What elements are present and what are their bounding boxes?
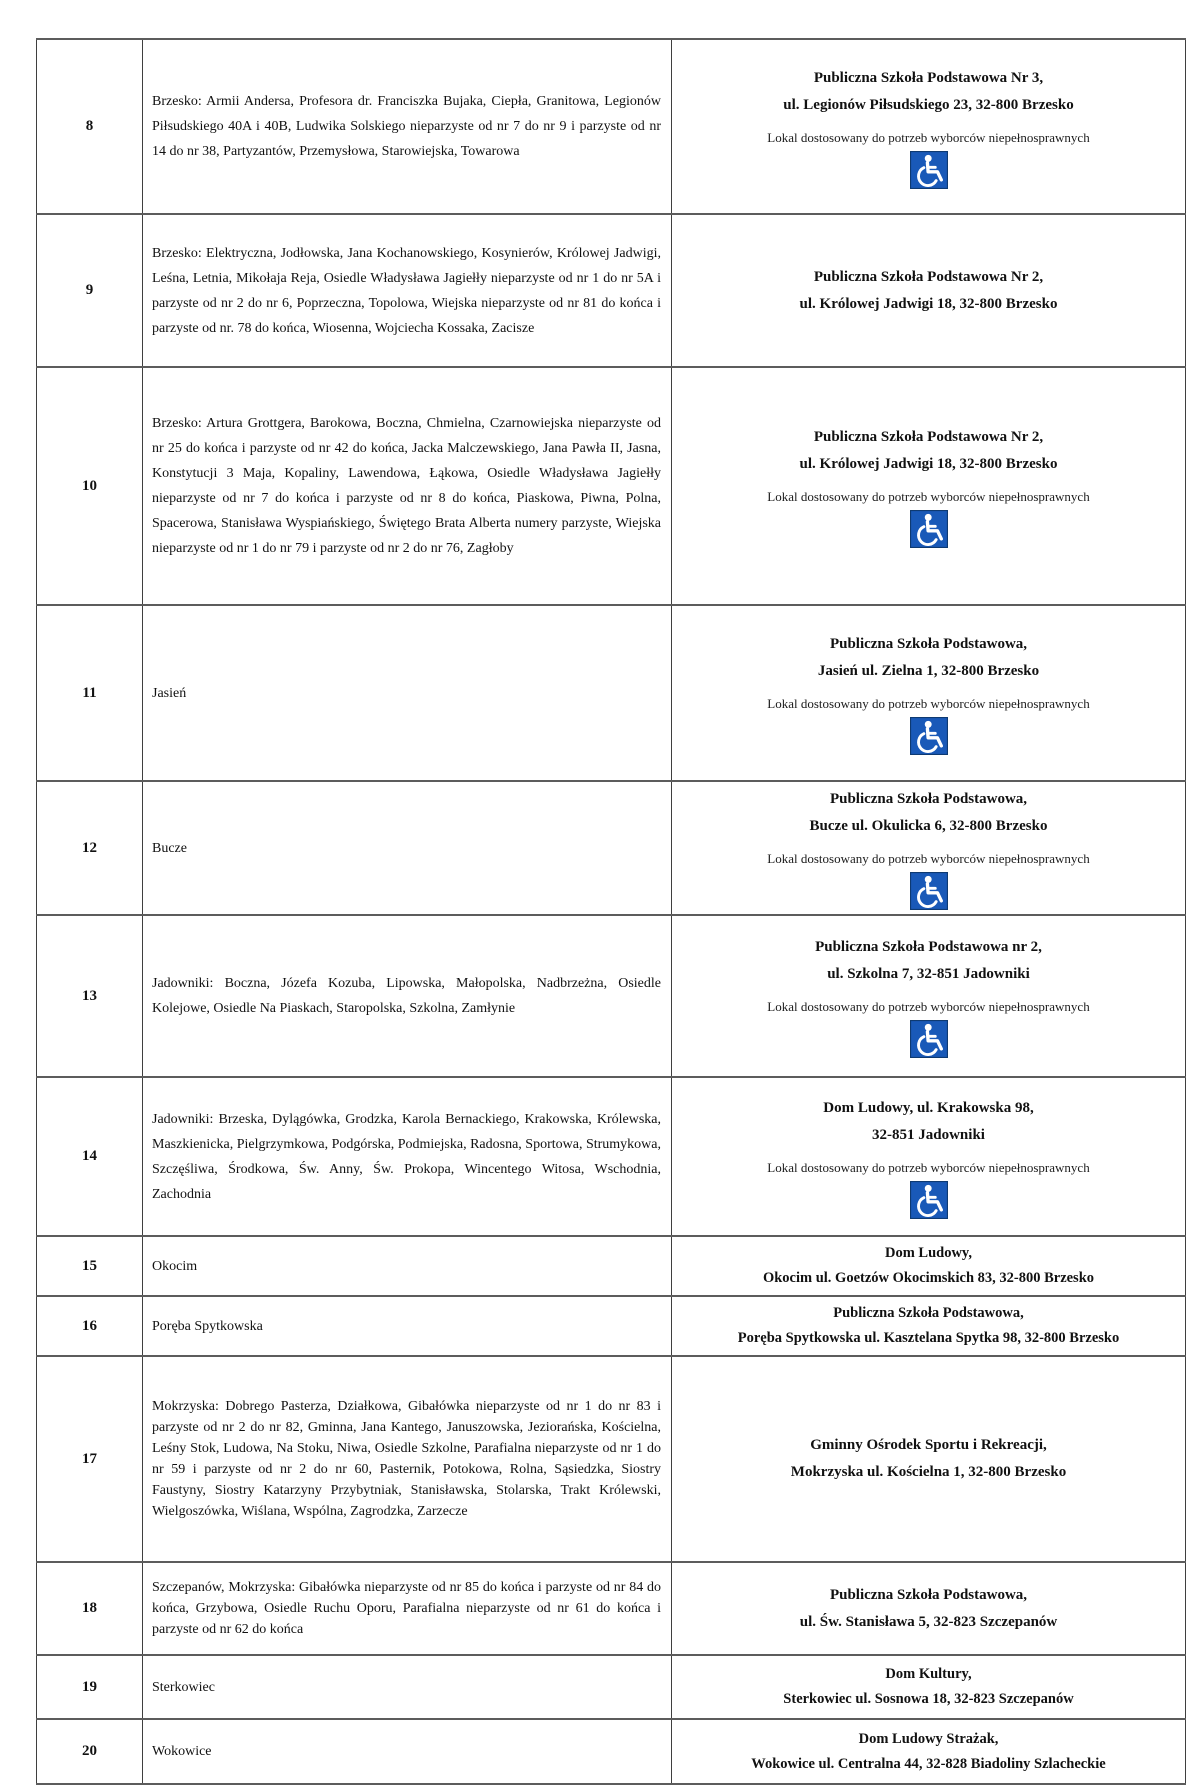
district-number: 11 <box>37 605 143 781</box>
polling-districts-table <box>36 38 1186 1785</box>
polling-station-cell <box>672 367 1186 605</box>
wheelchair-icon <box>678 1020 1179 1058</box>
polling-station-cell <box>672 214 1186 367</box>
polling-station-name: Publiczna Szkoła Podstawowa Nr 2, ul. Królowej Jadwigi 18, 32-800 Brzesko <box>799 429 1058 472</box>
district-number: 8 <box>37 39 143 214</box>
district-boundaries: Szczepanów, Mokrzyska: Gibałówka nieparzyste od nr 85 do końca i parzyste od nr 84 do końca, Grzybowa, Osiedle Ruchu Oporu, Parafialna nieparzyste od nr 61 do końca i parzyste od nr 62 do końca <box>143 1562 672 1655</box>
wheelchair-icon <box>678 1181 1179 1219</box>
polling-station-cell <box>672 1236 1186 1296</box>
table-row <box>37 1077 1186 1236</box>
polling-station-cell <box>672 1296 1186 1356</box>
district-boundaries: Brzesko: Armii Andersa, Profesora dr. Franciszka Bujaka, Ciepła, Granitowa, Legionów Piłsudskiego 40A i 40B, Ludwika Solskiego nieparzyste od nr 7 do nr 9 i parzyste od nr 14 do nr 38, Partyzantów, Przemysłowa, Starowiejska, Towarowa <box>143 39 672 214</box>
district-boundaries: Brzesko: Elektryczna, Jodłowska, Jana Kochanowskiego, Kosynierów, Królowej Jadwigi, Leśna, Letnia, Mikołaja Reja, Osiedle Władysława Jagiełły nieparzyste od nr 1 do nr 5A i parzyste od nr 2 do nr 6, Poprzeczna, Topolowa, Wiejska nieparzyste od nr 81 do końca i parzyste od nr. 78 do końca, Wiosenna, Wojciecha Kossaka, Zacisze <box>143 214 672 367</box>
wheelchair-icon <box>678 717 1179 755</box>
accessibility-block <box>678 999 1179 1058</box>
table-row <box>37 781 1186 915</box>
polling-station-name: Publiczna Szkoła Podstawowa, ul. Św. Stanisława 5, 32-823 Szczepanów <box>799 1586 1058 1630</box>
district-boundaries: Jadowniki: Brzeska, Dylągówka, Grodzka, Karola Bernackiego, Krakowska, Królewska, Maszkienicka, Pielgrzymkowa, Podgórska, Podmiejska, Radosna, Sportowa, Strumykowa, Szczęśliwa, Środkowa, Św. Anny, Św. Prokopa, Wincentego Witosa, Wschodnia, Zachodnia <box>143 1077 672 1236</box>
accessibility-note: Lokal dostosowany do potrzeb wyborców niepełnosprawnych <box>767 999 1090 1014</box>
district-number: 17 <box>37 1356 143 1562</box>
district-boundaries: Bucze <box>143 781 672 915</box>
district-number: 15 <box>37 1236 143 1296</box>
wheelchair-icon <box>678 872 1179 910</box>
accessibility-note: Lokal dostosowany do potrzeb wyborców niepełnosprawnych <box>767 1159 1090 1175</box>
accessibility-note: Lokal dostosowany do potrzeb wyborców niepełnosprawnych <box>767 129 1090 145</box>
accessibility-block <box>678 489 1179 548</box>
table-row <box>37 1296 1186 1356</box>
polling-station-name: Dom Ludowy, ul. Krakowska 98, 32-851 Jadowniki <box>823 1099 1034 1143</box>
accessibility-block <box>678 851 1179 910</box>
district-number: 18 <box>37 1562 143 1655</box>
table-row <box>37 605 1186 781</box>
polling-station-cell <box>672 915 1186 1077</box>
district-boundaries: Jasień <box>143 605 672 781</box>
table-row <box>37 39 1186 214</box>
table-row <box>37 1719 1186 1784</box>
district-number: 19 <box>37 1655 143 1719</box>
district-number: 9 <box>37 214 143 367</box>
polling-station-cell <box>672 1077 1186 1236</box>
accessibility-note: Lokal dostosowany do potrzeb wyborców niepełnosprawnych <box>767 696 1090 711</box>
polling-station-name: Gminny Ośrodek Sportu i Rekreacji, Mokrzyska ul. Kościelna 1, 32-800 Brzesko <box>790 1437 1067 1480</box>
table-row <box>37 1655 1186 1719</box>
accessibility-block <box>678 696 1179 755</box>
polling-station-name: Publiczna Szkoła Podstawowa, Jasień ul. Zielna 1, 32-800 Brzesko <box>817 636 1040 679</box>
polling-station-name: Publiczna Szkoła Podstawowa, Bucze ul. Okulicka 6, 32-800 Brzesko <box>809 791 1048 834</box>
polling-station-cell <box>672 39 1186 214</box>
table-row <box>37 1562 1186 1655</box>
table-row <box>37 1356 1186 1562</box>
district-number: 20 <box>37 1719 143 1784</box>
district-boundaries: Jadowniki: Boczna, Józefa Kozuba, Lipowska, Małopolska, Nadbrzeżna, Osiedle Kolejowe, Osiedle Na Piaskach, Staropolska, Szkolna, Zamłynie <box>143 915 672 1077</box>
table-row <box>37 915 1186 1077</box>
district-boundaries: Wokowice <box>143 1719 672 1784</box>
accessibility-block <box>678 1160 1179 1219</box>
accessibility-block <box>678 130 1179 189</box>
accessibility-note: Lokal dostosowany do potrzeb wyborców niepełnosprawnych <box>767 851 1090 866</box>
polling-station-name: Publiczna Szkoła Podstawowa Nr 2, ul. Królowej Jadwigi 18, 32-800 Brzesko <box>799 268 1058 312</box>
polling-districts-sheet <box>36 38 1185 1785</box>
table-row <box>37 367 1186 605</box>
district-number: 12 <box>37 781 143 915</box>
polling-station-name: Publiczna Szkoła Podstawowa Nr 3, ul. Legionów Piłsudskiego 23, 32-800 Brzesko <box>783 69 1074 113</box>
district-number: 14 <box>37 1077 143 1236</box>
polling-station-cell <box>672 1356 1186 1562</box>
polling-station-name: Dom Ludowy Strażak, Wokowice ul. Centralna 44, 32-828 Biadoliny Szlacheckie <box>751 1730 1106 1772</box>
polling-station-cell <box>672 1719 1186 1784</box>
wheelchair-icon <box>678 151 1179 189</box>
accessibility-note: Lokal dostosowany do potrzeb wyborców niepełnosprawnych <box>767 489 1090 504</box>
district-boundaries: Okocim <box>143 1236 672 1296</box>
table-row <box>37 1236 1186 1296</box>
district-number: 10 <box>37 367 143 605</box>
polling-station-name: Dom Ludowy, Okocim ul. Goetzów Okocimskich 83, 32-800 Brzesko <box>762 1245 1095 1286</box>
polling-station-name: Publiczna Szkoła Podstawowa nr 2, ul. Szkolna 7, 32-851 Jadowniki <box>815 939 1042 982</box>
polling-station-name: Publiczna Szkoła Podstawowa, Poręba Spytkowska ul. Kasztelana Spytka 98, 32-800 Brzesko <box>737 1305 1120 1346</box>
district-number: 13 <box>37 915 143 1077</box>
table-row <box>37 214 1186 367</box>
district-boundaries: Mokrzyska: Dobrego Pasterza, Działkowa, Gibałówka nieparzyste od nr 1 do nr 83 i parzyste od nr 2 do nr 82, Gminna, Jana Kantego, Januszowska, Jeziorańska, Kościelna, Leśny Stok, Ludowa, Na Stoku, Niwa, Osiedle Szkolne, Parafialna nieparzyste od nr 1 do nr 59 i parzyste od nr 2 do nr 60, Pasternik, Potokowa, Rolna, Sąsiedzka, Siostry Faustyny, Siostry Katarzyny Przybytniak, Stanisławska, Stolarska, Trakt Królewski, Wielgoszówka, Wiślana, Wspólna, Zagrodzka, Zarzecze <box>143 1356 672 1562</box>
district-boundaries: Poręba Spytkowska <box>143 1296 672 1356</box>
wheelchair-icon <box>678 510 1179 548</box>
district-boundaries: Brzesko: Artura Grottgera, Barokowa, Boczna, Chmielna, Czarnowiejska nieparzyste od nr 25 do końca i parzyste od nr 42 do końca, Jacka Malczewskiego, Jana Pawła II, Jasna, Konstytucji 3 Maja, Kopaliny, Lawendowa, Łąkowa, Osiedle Władysława Jagiełły nieparzyste od nr 7 do końca i parzyste od nr 8 do końca, Piaskowa, Piwna, Polna, Spacerowa, Stanisława Wyspiańskiego, Świętego Brata Alberta numery parzyste, Wiejska nieparzyste od nr 1 do nr 79 i parzyste od nr 2 do nr 76, Zagłoby <box>143 367 672 605</box>
polling-station-name: Dom Kultury, Sterkowiec ul. Sosnowa 18, 32-823 Szczepanów <box>783 1666 1074 1707</box>
district-number: 16 <box>37 1296 143 1356</box>
polling-station-cell <box>672 781 1186 915</box>
district-boundaries: Sterkowiec <box>143 1655 672 1719</box>
polling-station-cell <box>672 1655 1186 1719</box>
polling-station-cell <box>672 1562 1186 1655</box>
polling-station-cell <box>672 605 1186 781</box>
